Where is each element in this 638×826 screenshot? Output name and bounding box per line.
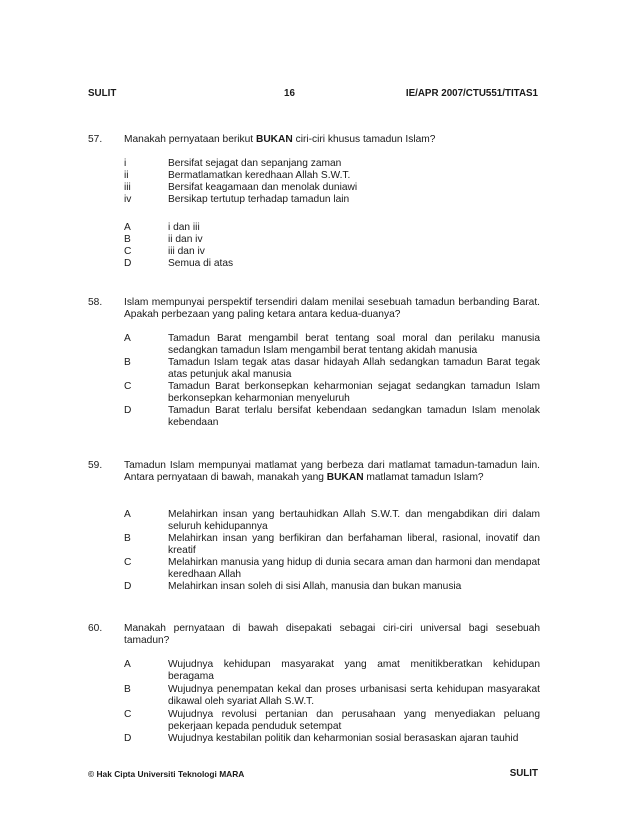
question-number: 57. xyxy=(88,134,103,145)
copyright-notice: © Hak Cipta Universiti Teknologi MARA xyxy=(88,769,245,779)
footer-classification: SULIT xyxy=(509,768,538,779)
question-60: 60. Manakah pernyataan di bawah disepakati sebagai ciri-ciri universal bagi sesebuah tamadun? A Wujudnya kehidupan masyarakat yang amat menitikberatkan kehidupan beragama B Wujudnya penempatan kekal dan proses urbanisasi serta kehidupan masyarakat dikawal oleh syariat Allah S.W.T. C Wujudnya revolusi pertanian dan perusahaan yang menyediakan peluang pekerjaan kepada penduduk setempat D Wujudnya kestabilan politik dan keharmonian sosial berasaskan ajaran tauhid xyxy=(88,623,540,744)
question-59: 59. Tamadun Islam mempunyai matlamat yang berbeza dari matlamat tamadun-tamadun lain. Antara pernyataan di bawah, manakah yang BUKAN matlamat tamadun Islam? A Melahirkan insan yang bertauhidkan Allah S.W.T. dan mengabdikan diri dalam seluruh kehidupannya B Melahirkan insan yang berfikiran dan berfahaman liberal, rasional, inovatif dan kreatif C Melahirkan manusia yang hidup di dunia secara aman dan harmoni dan mendapat keredhaan Allah D Melahirkan insan soleh di sisi Allah, manusia dan bukan manusia xyxy=(88,460,540,592)
question-stem: Manakah pernyataan di bawah disepakati sebagai ciri-ciri universal bagi sesebuah tamadun? xyxy=(124,623,540,647)
page-header xyxy=(88,88,538,102)
emphasis-bukan: BUKAN xyxy=(255,134,293,145)
page-number: 16 xyxy=(284,88,295,99)
emphasis-bukan: BUKAN xyxy=(326,472,364,484)
exam-code: IE/APR 2007/CTU551/TITAS1 xyxy=(405,88,538,99)
question-58: 58. Islam mempunyai perspektif tersendiri dalam menilai sesebuah tamadun berbanding Barat. Apakah perbezaan yang paling ketara antara kedua-duanya? A Tamadun Barat mengambil berat tentang soal moral dan perilaku manusia sedangkan tamadun Islam mengambil berat tentang akidah manusia B Tamadun Islam tegak atas dasar hidayah Allah sedangkan tamadun Barat tegak atas petunjuk akal manusia C Tamadun Barat berkonsepkan keharmonian sejagat sedangkan tamadun Islam berkonsepkan keharmonian menyeluruh D Tamadun Barat terlalu bersifat kebendaan sedangkan tamadun Islam menolak kebendaan xyxy=(88,297,540,429)
question-stem: Tamadun Islam mempunyai matlamat yang berbeza dari matlamat tamadun-tamadun lain. Antara pernyataan di bawah, manakah yang BUKAN matlamat tamadun Islam? xyxy=(124,460,540,484)
question-number: 59. xyxy=(88,460,103,471)
header-classification: SULIT xyxy=(88,88,117,99)
question-stem: Manakah pernyataan berikut BUKAN ciri-ciri khusus tamadun Islam? xyxy=(124,134,436,145)
page-footer xyxy=(88,768,538,782)
question-stem: Islam mempunyai perspektif tersendiri dalam menilai sesebuah tamadun berbanding Barat. Apakah perbezaan yang paling ketara antara kedua-duanya? xyxy=(124,297,540,321)
question-number: 60. xyxy=(88,623,103,634)
question-57: 57. Manakah pernyataan berikut BUKAN ciri-ciri khusus tamadun Islam? i Bersifat sejagat dan sepanjang zaman ii Bermatlamatkan keredhaan Allah S.W.T. iii Bersifat keagamaan dan menolak duniawi iv Bersikap tertutup terhadap tamadun lain A i dan iii B ii dan iv C iii dan iv D Semua di atas xyxy=(88,134,540,274)
question-number: 58. xyxy=(88,297,103,308)
